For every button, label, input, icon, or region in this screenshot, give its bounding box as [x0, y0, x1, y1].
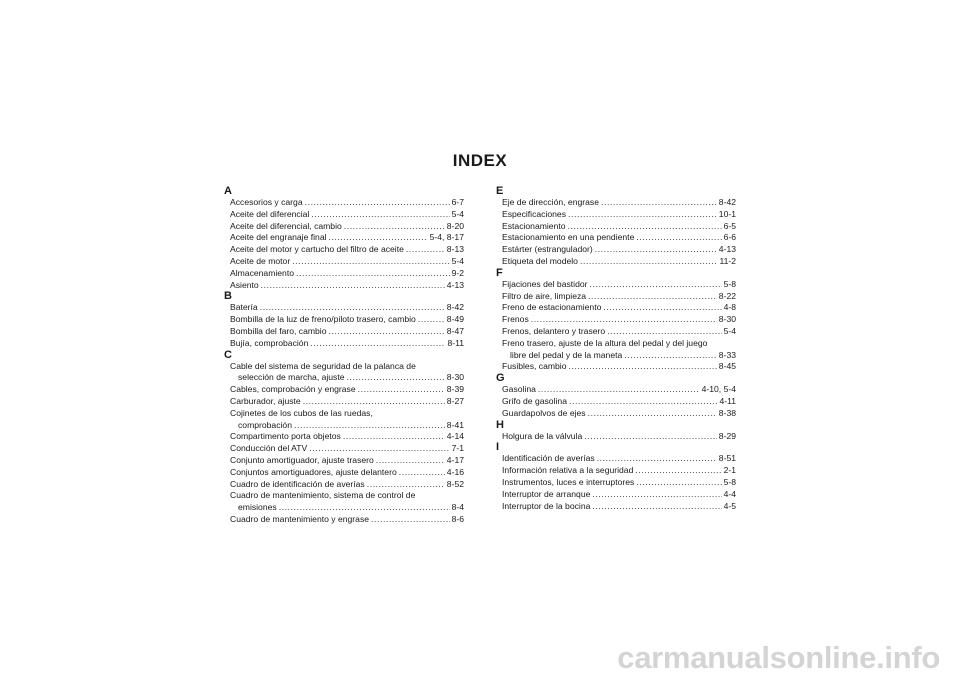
watermark-text: carmanualsonline.info — [617, 640, 940, 675]
index-entry: Identificación de averías ..... 8-51 — [496, 453, 736, 465]
index-entry: Información relativa a la seguridad ..... 2-1 — [496, 465, 736, 477]
index-entry: Carburador, ajuste ..... 8-27 — [224, 396, 464, 408]
index-entry: Accesorios y carga ..... 6-7 — [224, 197, 464, 209]
index-entry: Aceite del diferencial ..... 5-4 — [224, 209, 464, 221]
index-entry: Almacenamiento ..... 9-2 — [224, 268, 464, 280]
index-entry: Gasolina ..... 4-10, 5-4 — [496, 384, 736, 396]
index-entry-line: Cable del sistema de seguridad de la palanca de — [230, 360, 416, 371]
index-entry: libre del pedal y de la maneta ..... 8-33 — [496, 350, 736, 362]
index-entry: Conjunto amortiguador, ajuste trasero ..... 4-17 — [224, 455, 464, 467]
index-entry: selección de marcha, ajuste ..... 8-30 — [224, 372, 464, 384]
index-entry: Aceite de motor ..... 5-4 — [224, 256, 464, 268]
section-letter-h: H — [496, 418, 504, 431]
section-letter-a: A — [224, 185, 232, 197]
index-entry: Fusibles, cambio ..... 8-45 — [496, 361, 736, 373]
index-entry: Bombilla del faro, cambio ..... 8-47 — [224, 326, 464, 338]
index-entry: Cuadro de mantenimiento y engrase ..... 8-6 — [224, 514, 464, 526]
index-entry: Batería ..... 8-42 — [224, 302, 464, 314]
index-entry: Eje de dirección, engrase ..... 8-42 — [496, 197, 736, 209]
section-letter-f: F — [496, 266, 503, 279]
index-entry-line: Cojinetes de los cubos de las ruedas, — [230, 407, 373, 418]
index-entry: Frenos, delantero y trasero ..... 5-4 — [496, 326, 736, 338]
index-entry: Interruptor de arranque ..... 4-4 — [496, 489, 736, 501]
index-entry: Estacionamiento ..... 6-5 — [496, 221, 736, 233]
index-entry: Bujía, comprobación ..... 8-11 — [224, 338, 464, 350]
index-entry: Frenos ..... 8-30 — [496, 314, 736, 326]
index-entry: emisiones ..... 8-4 — [224, 502, 464, 514]
index-entry: Freno de estacionamiento ..... 4-8 — [496, 302, 736, 314]
index-entry: Conducción del ATV ..... 7-1 — [224, 443, 464, 455]
index-entry: Aceite del motor y cartucho del filtro de aceite ..... 8-13 — [224, 244, 464, 256]
index-entry: Compartimento porta objetos ..... 4-14 — [224, 431, 464, 443]
index-entry: Cables, comprobación y engrase ..... 8-39 — [224, 384, 464, 396]
section-letter-c: C — [224, 348, 232, 361]
index-entry: Especificaciones ..... 10-1 — [496, 209, 736, 221]
index-entry: Aceite del engranaje final ..... 5-4, 8-17 — [224, 232, 464, 244]
index-entry: Interruptor de la bocina ..... 4-5 — [496, 501, 736, 513]
index-entry: Asiento ..... 4-13 — [224, 280, 464, 292]
index-entry: Etiqueta del modelo ..... 11-2 — [496, 256, 736, 268]
index-entry: Estacionamiento en una pendiente ..... 6-6 — [496, 232, 736, 244]
index-entry: Bombilla de la luz de freno/piloto trasero, cambio ..... 8-49 — [224, 314, 464, 326]
index-column-left — [224, 186, 464, 526]
index-entry-line: Cuadro de mantenimiento, sistema de control de — [230, 490, 416, 501]
index-entry: Grifo de gasolina ..... 4-11 — [496, 396, 736, 408]
index-column-right — [496, 186, 736, 512]
index-entry: Instrumentos, luces e interruptores ..... 5-8 — [496, 477, 736, 489]
index-entry: Aceite del diferencial, cambio ..... 8-20 — [224, 221, 464, 233]
section-letter-i: I — [496, 441, 500, 454]
page-title: INDEX — [452, 151, 508, 170]
index-entry-line: Freno trasero, ajuste de la altura del pedal y del juego — [502, 337, 708, 348]
index-entry: Estárter (estrangulador) ..... 4-13 — [496, 244, 736, 256]
section-letter-b: B — [224, 290, 232, 303]
index-entry: comprobación ..... 8-41 — [224, 420, 464, 432]
index-entry: Conjuntos amortiguadores, ajuste delantero ..... 4-16 — [224, 467, 464, 479]
section-letter-e: E — [496, 185, 504, 197]
index-entry: Fijaciones del bastidor ..... 5-8 — [496, 279, 736, 291]
section-letter-g: G — [496, 372, 505, 385]
index-entry: Filtro de aire, limpieza ..... 8-22 — [496, 291, 736, 303]
index-entry: Holgura de la válvula ..... 8-29 — [496, 431, 736, 443]
index-entry: Cuadro de identificación de averías ..... 8-52 — [224, 479, 464, 491]
index-entry: Guardapolvos de ejes ..... 8-38 — [496, 408, 736, 420]
